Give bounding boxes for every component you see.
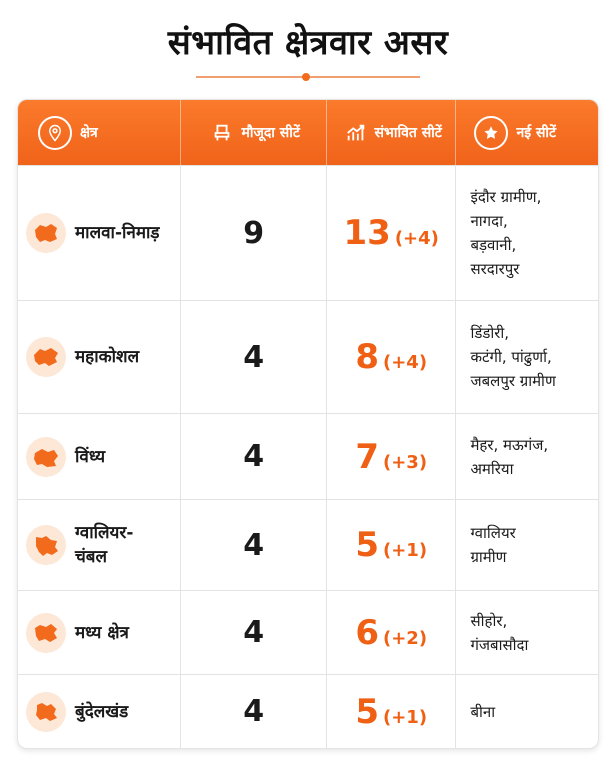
- current-seats: 4: [181, 675, 326, 748]
- page-title: संभावित क्षेत्रवार असर: [167, 23, 449, 63]
- region-name: ग्वालियर- चंबल: [75, 523, 134, 567]
- current-seats: 4: [181, 591, 326, 674]
- region-name: मालवा-निमाड़: [75, 223, 160, 243]
- header-label: मौजूदा सीटें: [241, 125, 300, 141]
- new-seats: बीना: [470, 702, 496, 721]
- potential-seats: 6 (+2): [327, 591, 457, 674]
- divider-dot: [302, 73, 310, 81]
- region-map-icon: [26, 613, 66, 653]
- table-row: [18, 301, 598, 414]
- header-region: [18, 100, 181, 165]
- current-seats: 9: [181, 166, 326, 300]
- region-impact-table: [17, 99, 599, 749]
- table-header: [18, 100, 598, 166]
- region-name: महाकोशल: [75, 347, 140, 367]
- new-seats: इंदौर ग्रामीण, नागदा, बड़वानी, सरदारपुर: [470, 188, 542, 278]
- region-map-icon: [26, 525, 66, 565]
- header-label: नई सीटें: [516, 125, 557, 141]
- table-row: [18, 675, 598, 748]
- header-label: क्षेत्र: [80, 125, 98, 141]
- potential-seats: 8 (+4): [327, 301, 457, 413]
- title-divider: [196, 76, 420, 78]
- table-row: [18, 500, 598, 591]
- region-map-icon: [26, 213, 66, 253]
- table-row: [18, 414, 598, 500]
- region-cell: [18, 301, 181, 413]
- table-row: [18, 166, 598, 301]
- header-potential: [327, 100, 457, 165]
- header-label: संभावित सीटें: [374, 125, 442, 141]
- potential-seats: 13 (+4): [327, 166, 457, 300]
- region-name: मध्य क्षेत्र: [75, 622, 129, 643]
- region-cell: [18, 675, 181, 748]
- region-cell: [18, 166, 181, 300]
- region-map-icon: [26, 692, 66, 732]
- star-icon: [474, 116, 508, 150]
- potential-seats: 7 (+3): [327, 414, 457, 499]
- new-seats: मैहर, मऊगंज, अमरिया: [470, 435, 549, 478]
- region-map-icon: [26, 337, 66, 377]
- header-new: [456, 100, 598, 165]
- header-current: [181, 100, 326, 165]
- current-seats: 4: [181, 301, 326, 413]
- new-seats: सीहोर, गंजबासौदा: [470, 611, 529, 654]
- region-cell: [18, 500, 181, 590]
- table-row: [18, 591, 598, 675]
- region-name: बुंदेलखंड: [75, 701, 129, 722]
- map-pin-icon: [38, 116, 72, 150]
- new-seats: डिंडोरी, कटंगी, पांढुर्णा, जबलपुर ग्रामीण: [470, 324, 556, 390]
- current-seats: 4: [181, 500, 326, 590]
- region-cell: [18, 414, 181, 499]
- region-map-icon: [26, 437, 66, 477]
- new-seats: ग्वालियर ग्रामीण: [470, 524, 516, 566]
- potential-seats: 5 (+1): [327, 675, 457, 748]
- potential-seats: 5 (+1): [327, 500, 457, 590]
- region-name: विंध्य: [75, 446, 106, 467]
- current-seats: 4: [181, 414, 326, 499]
- growth-chart-icon: [341, 118, 371, 148]
- region-cell: [18, 591, 181, 674]
- seat-icon: [207, 118, 237, 148]
